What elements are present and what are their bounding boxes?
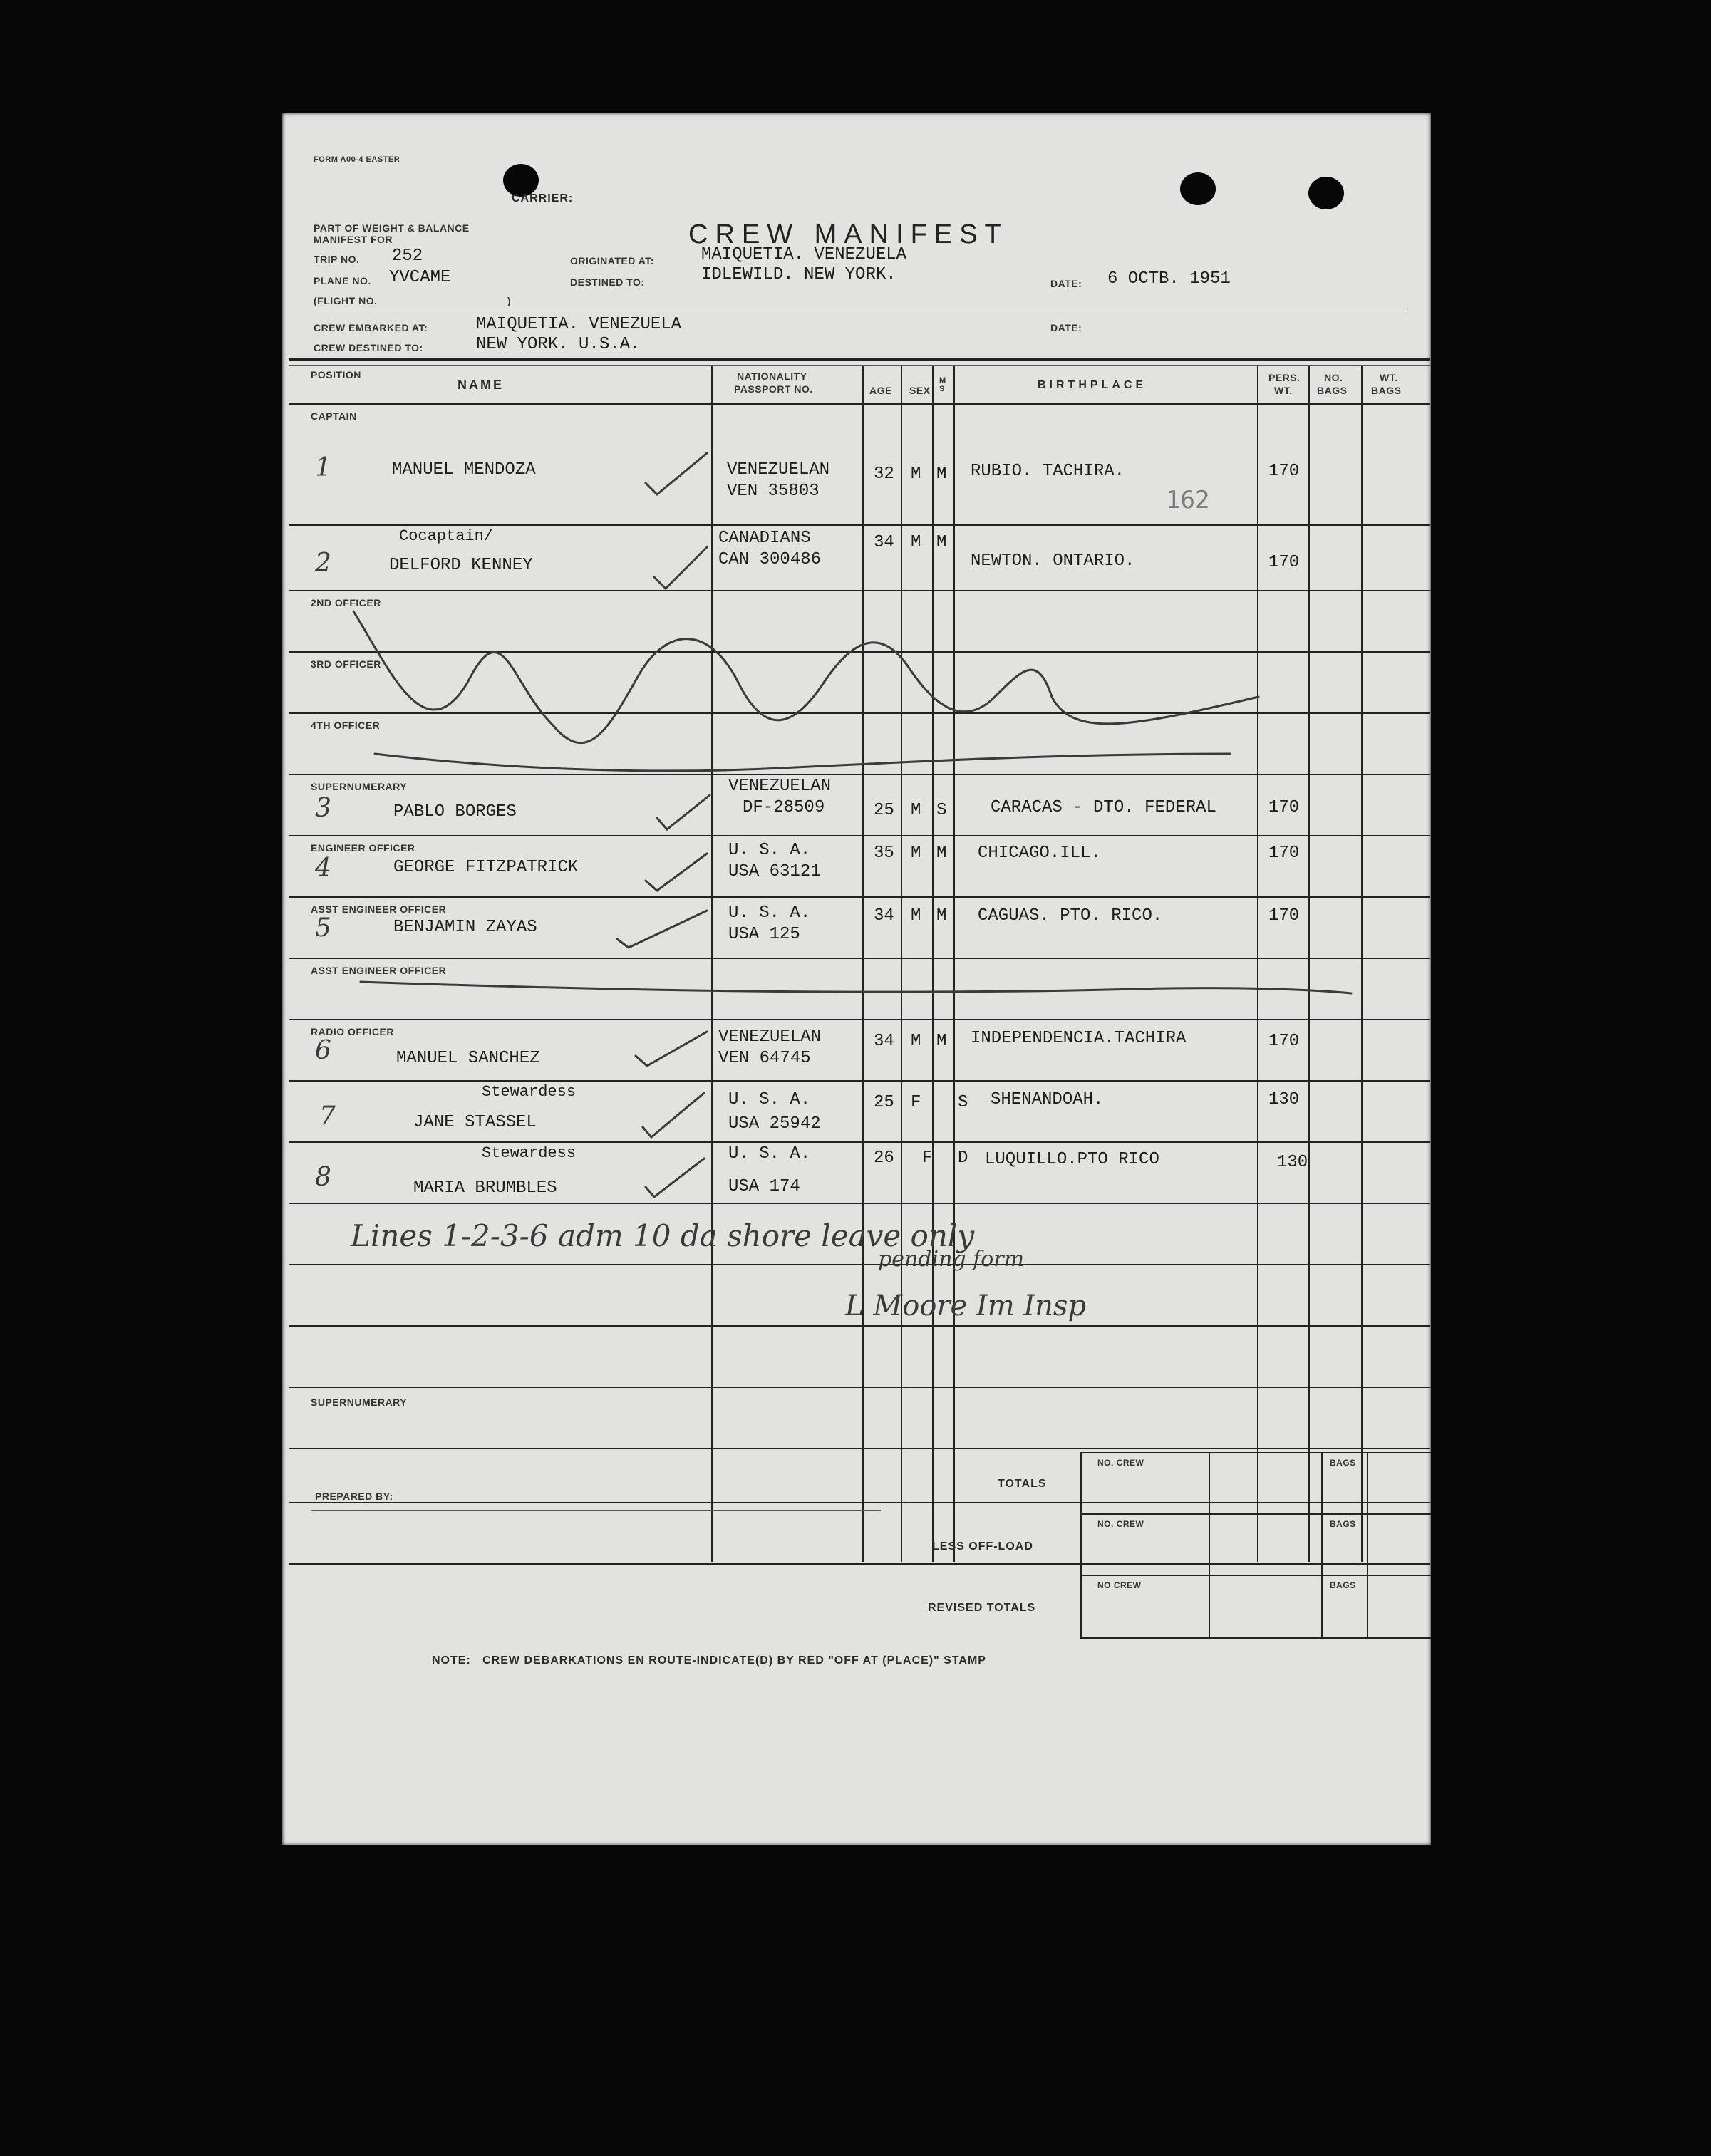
- crew-destined-label: CREW DESTINED TO:: [314, 342, 423, 353]
- trip-no: 252: [392, 247, 423, 266]
- crew-age: 35: [874, 844, 894, 863]
- crew-nationality: U. S. A.: [728, 1144, 811, 1163]
- crew-passport: VEN 64745: [718, 1049, 811, 1068]
- crew-weight: 170: [1268, 462, 1300, 481]
- crew-number: 3: [315, 794, 331, 823]
- crew-passport: USA 63121: [728, 862, 821, 881]
- handwritten-note-2: pending form: [878, 1247, 1025, 1272]
- page-number-stamp: 162: [1166, 486, 1210, 514]
- pos-radio: RADIO OFFICER: [311, 1026, 394, 1037]
- crew-passport: CAN 300486: [718, 550, 822, 569]
- crew-number: 8: [315, 1163, 331, 1192]
- pos-supernumerary-2: SUPERNUMERARY: [311, 1396, 408, 1408]
- crew-weight: 170: [1268, 906, 1300, 926]
- crew-name: MANUEL MENDOZA: [392, 460, 536, 480]
- col-bags2: BAGS: [1371, 385, 1402, 396]
- crew-nationality: U. S. A.: [728, 903, 811, 923]
- crew-age: 32: [874, 465, 894, 484]
- crew-birthplace: CAGUAS. PTO. RICO.: [978, 906, 1163, 926]
- originated-value: MAIQUETIA. VENEZUELA: [701, 245, 907, 264]
- crew-marital: M: [936, 465, 947, 484]
- crew-age: 34: [874, 1032, 894, 1051]
- debarkation-note: NOTE: CREW DEBARKATIONS EN ROUTE-INDICATE(D) BY RED "OFF AT (PLACE)" STAMP: [432, 1654, 986, 1667]
- crew-passport: VEN 35803: [727, 482, 820, 501]
- handwritten-note: Lines 1-2-3-6 adm 10 da shore leave only: [351, 1218, 975, 1253]
- pos-asst-engineer: ASST ENGINEER OFFICER: [311, 903, 447, 915]
- pos-stewardess-1: Stewardess: [482, 1083, 577, 1101]
- crew-name: DELFORD KENNEY: [389, 556, 533, 575]
- date-value: 6 OCTB. 1951: [1107, 269, 1231, 289]
- pos-2nd-officer: 2ND OFFICER: [311, 597, 381, 608]
- pos-engineer: ENGINEER OFFICER: [311, 842, 415, 854]
- col-bags: BAGS: [1317, 385, 1348, 396]
- crew-sex: M: [911, 465, 921, 484]
- crew-name: JANE STASSEL: [413, 1113, 537, 1132]
- crew-number: 1: [315, 453, 331, 482]
- crew-nationality: CANADIANS: [718, 529, 811, 548]
- col-no: NO.: [1324, 372, 1343, 383]
- crew-weight: 170: [1268, 553, 1300, 572]
- crew-marital: M: [936, 1032, 947, 1051]
- crew-birthplace: INDEPENDENCIA.TACHIRA: [971, 1029, 1187, 1048]
- crew-marital: M: [936, 906, 947, 926]
- date2-label: DATE:: [1050, 322, 1082, 333]
- flight-close: ): [507, 295, 512, 306]
- crew-marital: M: [936, 844, 947, 863]
- col-position: POSITION: [311, 369, 361, 380]
- page-title: CREW MANIFEST: [688, 219, 1008, 249]
- destined-value: IDLEWILD. NEW YORK.: [701, 265, 896, 284]
- col-age: AGE: [869, 385, 892, 396]
- pos-4th-officer: 4TH OFFICER: [311, 720, 381, 731]
- manifest-paper: [282, 113, 1431, 1845]
- crew-name: PABLO BORGES: [393, 802, 517, 822]
- crew-sex: F: [911, 1093, 921, 1112]
- pos-supernumerary: SUPERNUMERARY: [311, 781, 408, 792]
- no-crew-label: NO. CREW: [1097, 1458, 1144, 1468]
- crew-nationality: VENEZUELAN: [718, 1027, 822, 1047]
- embarked-value: MAIQUETIA. VENEZUELA: [476, 315, 682, 334]
- pos-cocaptain: Cocaptain/: [399, 527, 494, 545]
- col-passport: PASSPORT NO.: [734, 383, 813, 395]
- date-label: DATE:: [1050, 278, 1082, 289]
- crew-marital: D: [958, 1149, 968, 1168]
- col-pers: PERS.: [1268, 372, 1301, 383]
- crew-name: BENJAMIN ZAYAS: [393, 918, 537, 937]
- revised-totals-label: REVISED TOTALS: [928, 1602, 1036, 1614]
- crew-weight: 170: [1268, 1032, 1300, 1051]
- col-ms: M S: [939, 376, 946, 393]
- col-wt: WT.: [1274, 385, 1293, 396]
- plane-no: YVCAME: [389, 268, 451, 287]
- crew-number: 2: [315, 549, 331, 578]
- inspector-signature: L Moore Im Insp: [845, 1290, 1087, 1322]
- pos-stewardess-2: Stewardess: [482, 1144, 577, 1162]
- crew-marital: M: [936, 533, 947, 552]
- col-wt2: WT.: [1380, 372, 1398, 383]
- crew-sex: M: [911, 1032, 921, 1051]
- plane-label: PLANE NO.: [314, 275, 371, 286]
- crew-name: MANUEL SANCHEZ: [396, 1049, 540, 1068]
- crew-nationality: U. S. A.: [728, 1090, 811, 1109]
- no-crew-label: NO CREW: [1097, 1580, 1142, 1590]
- crew-birthplace: CHICAGO.ILL.: [978, 844, 1101, 863]
- crew-age: 34: [874, 906, 894, 926]
- pos-3rd-officer: 3RD OFFICER: [311, 658, 381, 670]
- crew-marital: S: [958, 1093, 968, 1112]
- crew-weight: 170: [1268, 798, 1300, 817]
- crew-age: 26: [874, 1149, 894, 1168]
- crew-marital: S: [936, 801, 947, 820]
- crew-weight: 130: [1268, 1090, 1300, 1109]
- embarked-label: CREW EMBARKED AT:: [314, 322, 428, 333]
- crew-birthplace: SHENANDOAH.: [991, 1090, 1104, 1109]
- less-offload-label: LESS OFF-LOAD: [932, 1540, 1033, 1553]
- crew-passport: DF-28509: [743, 798, 825, 817]
- part-of-label: PART OF WEIGHT & BALANCE: [314, 222, 470, 234]
- crew-passport: USA 174: [728, 1177, 800, 1196]
- flight-label: (FLIGHT NO.: [314, 295, 378, 306]
- crew-passport: USA 125: [728, 925, 800, 944]
- crew-number: 7: [319, 1102, 336, 1131]
- crew-age: 25: [874, 801, 894, 820]
- carrier-label: CARRIER:: [512, 192, 574, 204]
- totals-label: TOTALS: [998, 1478, 1047, 1490]
- destined-label: DESTINED TO:: [570, 276, 645, 288]
- no-crew-label: NO. CREW: [1097, 1519, 1144, 1529]
- pos-captain: CAPTAIN: [311, 410, 357, 422]
- crew-number: 4: [315, 854, 331, 883]
- crew-birthplace: RUBIO. TACHIRA.: [971, 462, 1125, 481]
- crew-age: 34: [874, 533, 894, 552]
- pos-asst-engineer-2: ASST ENGINEER OFFICER: [311, 965, 447, 976]
- manifest-for-label: MANIFEST FOR: [314, 234, 393, 245]
- crew-sex: M: [911, 906, 921, 926]
- bags-label: BAGS: [1330, 1458, 1356, 1468]
- crew-nationality: VENEZUELAN: [727, 460, 830, 480]
- bags-label: BAGS: [1330, 1580, 1356, 1590]
- crew-sex: F: [922, 1149, 933, 1168]
- form-code: FORM A00-4 EASTER: [314, 155, 400, 164]
- originated-label: ORIGINATED AT:: [570, 255, 654, 266]
- col-name: NAME: [458, 378, 504, 392]
- bags-label: BAGS: [1330, 1519, 1356, 1529]
- crew-birthplace: CARACAS - DTO. FEDERAL: [991, 798, 1216, 817]
- crew-name: GEORGE FITZPATRICK: [393, 858, 579, 877]
- crew-number: 6: [315, 1036, 331, 1065]
- crew-destined-value: NEW YORK. U.S.A.: [476, 335, 641, 354]
- crew-sex: M: [911, 801, 921, 820]
- col-nationality: NATIONALITY: [737, 370, 807, 382]
- prepared-by-label: PREPARED BY:: [315, 1491, 393, 1502]
- crew-nationality: VENEZUELAN: [728, 777, 832, 796]
- crew-birthplace: LUQUILLO.PTO RICO: [985, 1150, 1159, 1169]
- crew-sex: M: [911, 844, 921, 863]
- col-birthplace: BIRTHPLACE: [1038, 379, 1147, 391]
- crew-number: 5: [315, 913, 331, 943]
- crew-weight: 170: [1268, 844, 1300, 863]
- crew-age: 25: [874, 1093, 894, 1112]
- crew-name: MARIA BRUMBLES: [413, 1178, 557, 1198]
- col-sex: SEX: [909, 385, 931, 396]
- handwriting-marks: [282, 113, 1431, 1845]
- crew-sex: M: [911, 533, 921, 552]
- crew-passport: USA 25942: [728, 1114, 821, 1134]
- trip-label: TRIP NO.: [314, 254, 360, 265]
- crew-nationality: U. S. A.: [728, 841, 811, 860]
- crew-birthplace: NEWTON. ONTARIO.: [971, 551, 1135, 571]
- crew-weight: 130: [1277, 1153, 1308, 1172]
